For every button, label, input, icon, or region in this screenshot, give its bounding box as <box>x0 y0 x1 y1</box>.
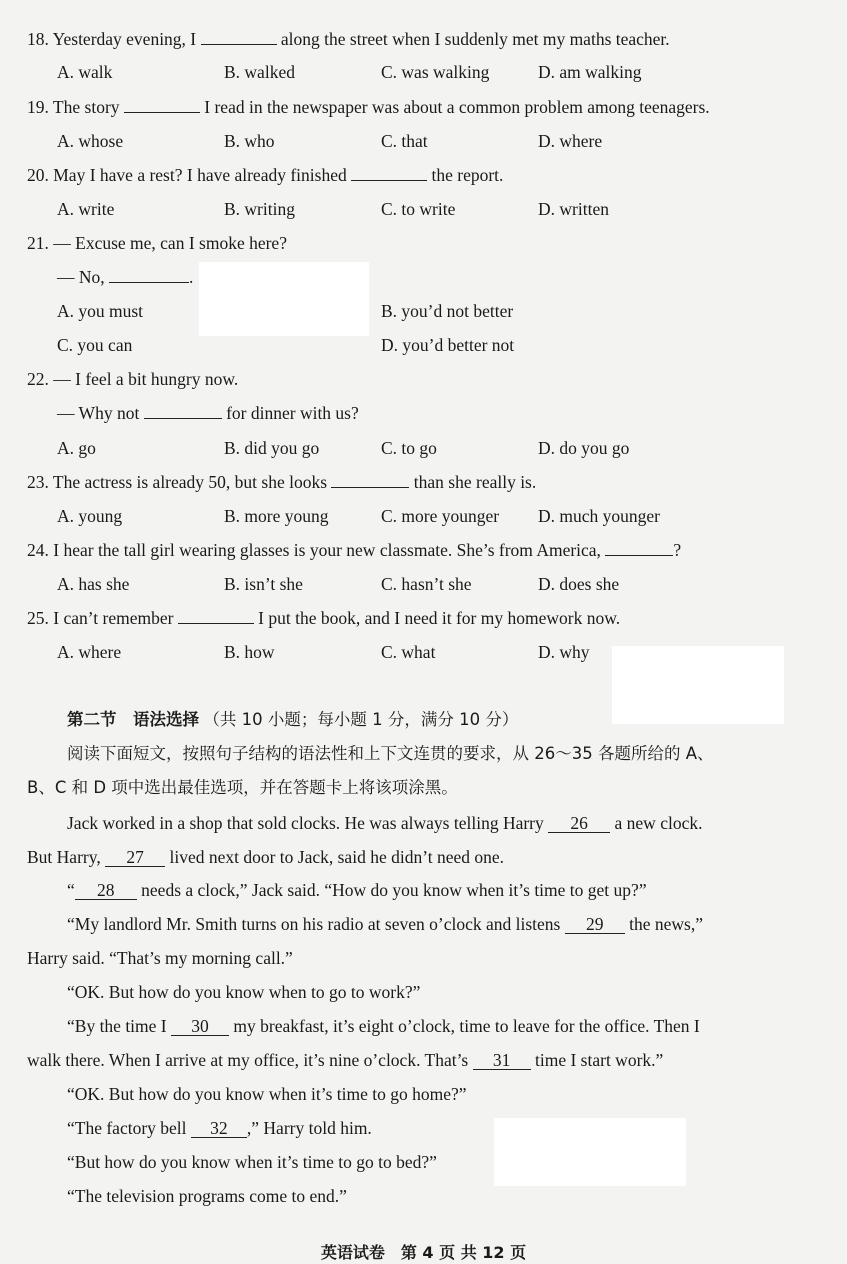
option-d: D. much younger <box>538 506 660 526</box>
option-c: C. to go <box>381 438 437 458</box>
passage-line: “My landlord Mr. Smith turns on his radio at seven o’clock and listens 29 the news,” <box>67 914 703 934</box>
passage-line: Jack worked in a shop that sold clocks. He was always telling Harry 26 a new clock. <box>67 813 703 833</box>
answer-blank <box>109 266 189 283</box>
answer-blank <box>351 164 427 181</box>
section-title: 第二节 语法选择 <box>67 710 199 729</box>
passage-line: “The television programs come to end.” <box>67 1186 347 1206</box>
option-c: C. more younger <box>381 506 500 526</box>
option-b: B. you’d not better <box>381 301 514 321</box>
answer-blank <box>201 28 277 45</box>
option-d: D. why <box>538 642 590 662</box>
option-b: B. walked <box>224 62 295 82</box>
passage-line: “By the time I 30 my breakfast, it’s eight o’clock, time to leave for the office. Then I <box>67 1016 700 1036</box>
section-instructions-2: B、C 和 D 项中选出最佳选项，并在答题卡上将该项涂黑。 <box>27 778 458 797</box>
answer-blank <box>331 471 409 488</box>
redaction-box <box>612 646 784 724</box>
option-b: B. who <box>224 131 275 151</box>
option-b: B. did you go <box>224 438 320 458</box>
option-d: D. am walking <box>538 62 642 82</box>
option-c: C. you can <box>57 335 133 355</box>
q22-line2: — Why not for dinner with us? <box>57 403 359 423</box>
q22-line1: 22. — I feel a bit hungry now. <box>27 369 239 389</box>
q24-stem: 24. I hear the tall girl wearing glasses is your new classmate. She’s from America, ? <box>27 540 682 560</box>
answer-blank <box>124 96 200 113</box>
page-footer: 英语试卷 第 4 页 共 12 页 <box>320 1243 527 1262</box>
option-b: B. isn’t she <box>224 574 303 594</box>
option-d: D. do you go <box>538 438 630 458</box>
q25-stem: 25. I can’t remember I put the book, and I need it for my homework now. <box>27 608 621 628</box>
answer-blank <box>605 539 673 556</box>
option-a: A. young <box>57 506 123 526</box>
redaction-box <box>199 262 369 336</box>
answer-blank <box>144 402 222 419</box>
option-a: A. you must <box>57 301 144 321</box>
option-a: A. has she <box>57 574 130 594</box>
option-d: D. written <box>538 199 609 219</box>
option-b: B. how <box>224 642 275 662</box>
passage-line: “OK. But how do you know when it’s time to go home?” <box>67 1084 467 1104</box>
redaction-box <box>494 1118 686 1186</box>
passage-line: walk there. When I arrive at my office, it’s nine o’clock. That’s 31 time I start work.” <box>27 1050 664 1070</box>
numbered-blank: 32 <box>191 1119 247 1138</box>
numbered-blank: 31 <box>473 1051 531 1070</box>
option-a: A. go <box>57 438 96 458</box>
section-instructions-1: 阅读下面短文，按照句子结构的语法性和上下文连贯的要求，从 26～35 各题所给的 A、 <box>67 744 714 763</box>
numbered-blank: 28 <box>75 881 137 900</box>
option-b: B. more young <box>224 506 329 526</box>
q21-line2: — No, . <box>57 267 194 287</box>
numbered-blank: 30 <box>171 1017 229 1036</box>
option-c: C. to write <box>381 199 456 219</box>
option-b: B. writing <box>224 199 295 219</box>
option-a: A. walk <box>57 62 113 82</box>
passage-line: “But how do you know when it’s time to go to bed?” <box>67 1152 437 1172</box>
passage-line: “OK. But how do you know when to go to work?” <box>67 982 421 1002</box>
option-a: A. whose <box>57 131 124 151</box>
q19-stem: 19. The story I read in the newspaper was about a common problem among teenagers. <box>27 97 710 117</box>
passage-line: “The factory bell 32 ,” Harry told him. <box>67 1118 372 1138</box>
numbered-blank: 27 <box>105 848 165 867</box>
q21-line1: 21. — Excuse me, can I smoke here? <box>27 233 287 253</box>
section-note: （共 10 小题；每小题 1 分，满分 10 分） <box>203 710 519 729</box>
option-a: A. write <box>57 199 115 219</box>
option-c: C. that <box>381 131 428 151</box>
answer-blank <box>178 607 254 624</box>
numbered-blank: 29 <box>565 915 625 934</box>
passage-line: “ 28 needs a clock,” Jack said. “How do you know when it’s time to get up?” <box>67 880 647 900</box>
option-d: D. does she <box>538 574 620 594</box>
option-d: D. where <box>538 131 603 151</box>
q23-stem: 23. The actress is already 50, but she looks than she really is. <box>27 472 537 492</box>
option-c: C. what <box>381 642 436 662</box>
numbered-blank: 26 <box>548 814 610 833</box>
q20-stem: 20. May I have a rest? I have already finished the report. <box>27 165 504 185</box>
option-c: C. hasn’t she <box>381 574 472 594</box>
passage-line: But Harry, 27 lived next door to Jack, said he didn’t need one. <box>27 847 504 867</box>
option-a: A. where <box>57 642 122 662</box>
section-heading <box>67 708 518 731</box>
passage-line: Harry said. “That’s my morning call.” <box>27 948 293 968</box>
option-c: C. was walking <box>381 62 490 82</box>
q18-stem: 18. Yesterday evening, I along the street when I suddenly met my maths teacher. <box>27 29 670 49</box>
option-d: D. you’d better not <box>381 335 515 355</box>
